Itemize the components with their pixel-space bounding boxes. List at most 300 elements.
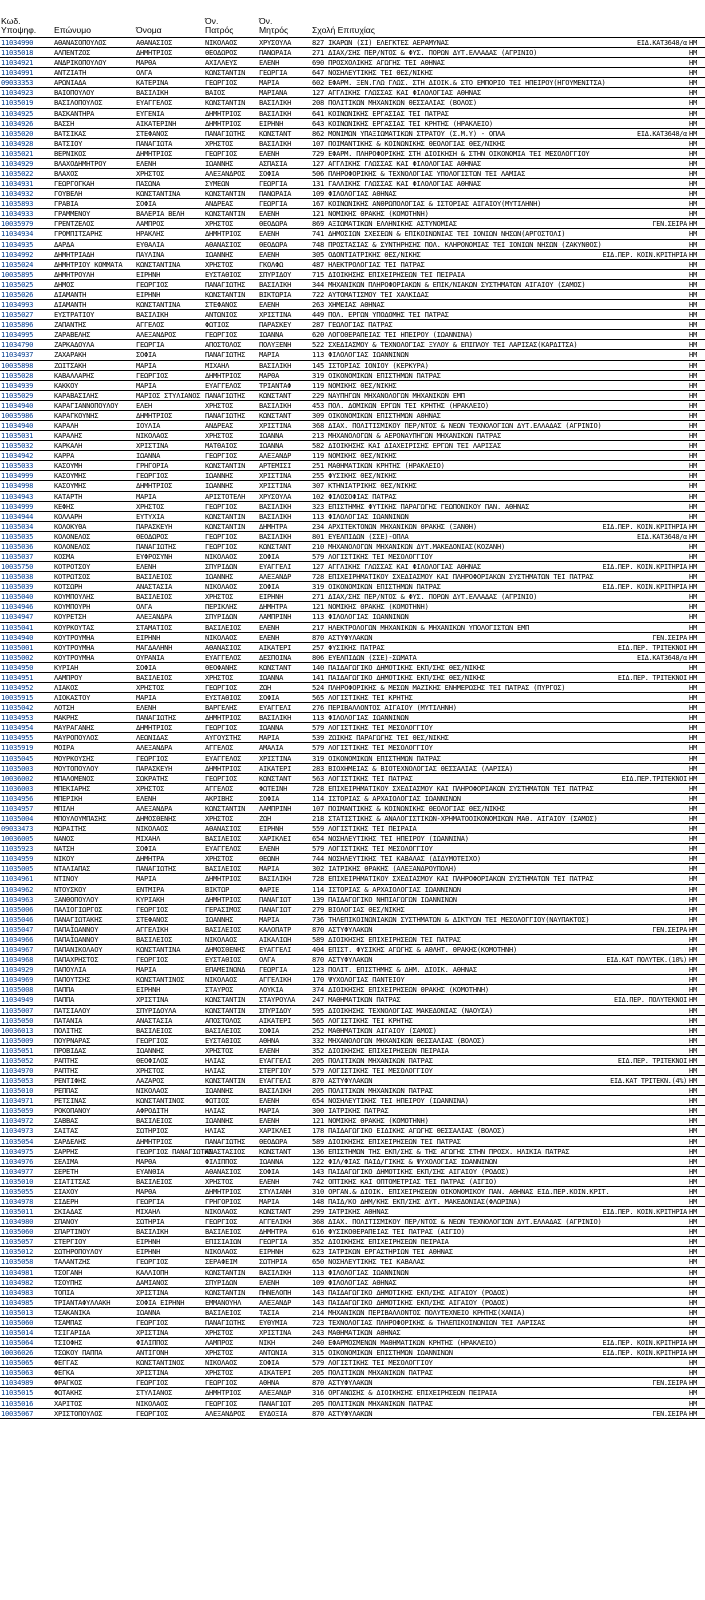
first-name-cell: ΕΝΤΜΙΡΑ bbox=[136, 884, 165, 894]
first-name-cell: ΣΤΥΛΙΑΝΟΣ bbox=[136, 1388, 173, 1398]
suffix-cell: ΗΜ bbox=[689, 128, 698, 138]
table-row bbox=[0, 350, 705, 360]
table-row bbox=[0, 512, 705, 522]
father-name-cell: ΚΩΝΣΤΑΝΤΙΝ bbox=[205, 189, 246, 199]
candidate-code-cell: 11034940 bbox=[1, 400, 34, 410]
father-name-cell: ΙΩΑΝΝΗΣ bbox=[205, 249, 234, 259]
surname-cell: ΣΑΒΒΑΣ bbox=[54, 1116, 79, 1126]
category-note-cell: ΓΕΝ.ΣΕΙΡΑ bbox=[652, 220, 687, 229]
father-name-cell: ΕΥΑΓΓΕΛΟΣ bbox=[205, 652, 242, 662]
mother-name-cell: ΠΑΝΑΓΙΩΤ bbox=[259, 904, 292, 914]
father-name-cell: ΑΡΙΣΤΟΤΕΛΗ bbox=[205, 491, 246, 501]
surname-cell: ΚΑΡΑΛΗ bbox=[54, 420, 79, 430]
table-row bbox=[0, 1147, 705, 1157]
suffix-cell: ΗΜ bbox=[689, 501, 698, 511]
candidate-code-cell: 11034921 bbox=[1, 58, 34, 68]
surname-cell: ΝΑΤΣΗ bbox=[54, 844, 75, 854]
suffix-cell: ΗΜ bbox=[689, 58, 698, 68]
school-cell: 271 ΔΙΑΧ/ΣΗΣ ΠΕΡ/ΝΤΟΣ & ΦΥΣ. ΠΟΡΩΝ ΔΥΤ.ΕΛΛΑΔΑΣ (ΑΓΡΙΝΙΟ) bbox=[312, 48, 538, 58]
surname-cell: ΒΑΣΚΑΝΤΗΡΑ bbox=[54, 108, 95, 118]
suffix-cell: ΗΜ bbox=[689, 652, 698, 662]
first-name-cell: ΓΕΩΡΓΙΟΣ bbox=[136, 279, 169, 289]
table-row bbox=[0, 199, 705, 209]
suffix-cell: ΗΜ bbox=[689, 531, 698, 541]
surname-cell: ΒΑΣΙΛΟΠΟΥΛΟΣ bbox=[54, 98, 103, 108]
school-cell: 565 ΛΟΓΙΣΤΙΚΗΣ ΤΕΙ ΚΡΗΤΗΣ bbox=[312, 693, 413, 703]
father-name-cell: ΚΩΝΣΤΑΝΤΙΝ bbox=[205, 209, 246, 219]
suffix-cell: ΗΜ bbox=[689, 945, 698, 955]
candidate-code-cell: 11034968 bbox=[1, 955, 34, 965]
suffix-cell: ΗΜ bbox=[689, 1116, 698, 1126]
mother-name-cell: ΠΑΝΑΓΙΩΤ bbox=[259, 1398, 292, 1408]
first-name-cell: ΒΑΣΙΛΕΙΟΣ bbox=[136, 1116, 173, 1126]
mother-name-cell: ΟΛΓΑ bbox=[259, 955, 276, 965]
father-name-cell: ΠΑΝΑΓΙΩΤΗΣ bbox=[205, 1317, 246, 1327]
first-name-cell: ΔΗΜΗΤΡΙΟΣ bbox=[136, 481, 173, 491]
table-row bbox=[0, 280, 705, 290]
surname-cell: ΤΣΑΜΠΑΣ bbox=[54, 1317, 83, 1327]
surname-cell: ΚΕΦΗΣ bbox=[54, 501, 75, 511]
first-name-cell: ΕΛΕΝΗ bbox=[136, 158, 157, 168]
first-name-cell: ΣΠΥΡΙΔΟΥΛΑ bbox=[136, 1005, 177, 1015]
suffix-cell: ΗΜ bbox=[689, 985, 698, 995]
surname-cell: ΔΙΑΜΑΝΤΗ bbox=[54, 300, 87, 310]
surname-cell: ΜΟΙΡΑ bbox=[54, 743, 75, 753]
candidate-code-cell: 11034954 bbox=[1, 723, 34, 733]
school-cell: 582 ΔΙΟΙΚΗΣΗΣ ΚΑΙ ΔΙΑΧΕΙΡΙΣΗΣ ΕΡΓΩΝ ΤΕΙ ΛΑΡΙΣΑΣ bbox=[312, 441, 501, 451]
first-name-cell: ΓΕΩΡΓΙΟΣ bbox=[136, 370, 169, 380]
first-name-cell: ΒΑΣΙΛΕΙΟΣ bbox=[136, 592, 173, 602]
school-cell: 487 ΗΛΕΚΤΡΟΛΟΓΙΑΣ ΤΕΙ ΠΑΤΡΑΣ bbox=[312, 259, 425, 269]
candidate-code-cell: 11034934 bbox=[1, 229, 34, 239]
suffix-cell: ΗΜ bbox=[689, 1035, 698, 1045]
mother-name-cell: ΙΩΑΝΝΑ bbox=[259, 723, 284, 733]
mother-name-cell: ΑΜΑΛΙΑ bbox=[259, 743, 284, 753]
suffix-cell: ΗΜ bbox=[689, 1257, 698, 1267]
first-name-cell: ΟΛΓΑ bbox=[136, 602, 153, 612]
school-cell: 827 ΙΚΑΡΩΝ (ΣΙ) ΕΛΕΓΚΤΕΣ ΑΕΡΑΜΥΝΑΣ bbox=[312, 38, 449, 47]
table-row bbox=[0, 1157, 705, 1167]
school-cell: 121 ΝΟΜΙΚΗΣ ΘΡΑΚΗΣ (ΚΟΜΟΤΗΝΗ) bbox=[312, 1116, 429, 1126]
first-name-cell: ΠΑΝΑΓΙΩΤΗΣ bbox=[136, 541, 177, 551]
suffix-cell: ΗΜ bbox=[689, 38, 698, 47]
school-cell: 121 ΝΟΜΙΚΗΣ ΘΡΑΚΗΣ (ΚΟΜΟΤΗΝΗ) bbox=[312, 209, 429, 219]
father-name-cell: ΦΙΛΙΠΠΟΣ bbox=[205, 1156, 238, 1166]
surname-cell: ΤΣΙΟΦΗΣ bbox=[54, 1338, 83, 1348]
suffix-cell: ΗΜ bbox=[689, 98, 698, 108]
mother-name-cell: ΒΑΣΙΛΙΚΗ bbox=[259, 1267, 292, 1277]
surname-cell: ΔΙΑΜΑΝΤΗ bbox=[54, 289, 87, 299]
first-name-cell: ΓΕΩΡΓΙΑ bbox=[136, 1196, 165, 1206]
category-note-cell: ΕΙΔ.ΚΑΤ3648/α bbox=[637, 39, 687, 47]
surname-cell: ΝΤΙΝΟΥ bbox=[54, 874, 79, 884]
mother-name-cell: ΕΥΑΓΓΕΛΙ bbox=[259, 1055, 292, 1065]
first-name-cell: ΓΕΩΡΓΙΟΣ bbox=[136, 753, 169, 763]
first-name-cell: ΛΑΜΠΡΟΣ bbox=[136, 219, 165, 229]
candidate-code-cell: 11035923 bbox=[1, 844, 34, 854]
father-name-cell: ΓΕΩΡΓΙΟΣ bbox=[205, 501, 238, 511]
surname-cell: ΜΟΥΡΚΟΥΣΗΣ bbox=[54, 753, 95, 763]
father-name-cell: ΔΗΜΗΤΡΙΟΣ bbox=[205, 1186, 242, 1196]
school-cell: 728 ΕΠΙΧΕΙΡΗΜΑΤΙΚΟΥ ΣΧΕΔΙΑΣΜΟΥ ΚΑΙ ΠΛΗΡΟΦΟΡΙΑΚΩΝ ΣΥΣΤΗΜΑΤΩΝ ΤΕΙ ΠΑΤΡΑΣ bbox=[312, 874, 594, 884]
father-name-cell: ΔΗΜΗΤΡΙΟΣ bbox=[205, 713, 242, 723]
table-row bbox=[0, 995, 705, 1005]
table-row bbox=[0, 1177, 705, 1187]
first-name-cell: ΔΗΜΗΤΡΙΟΣ bbox=[136, 1136, 173, 1146]
father-name-cell: ΝΙΚΟΛΑΟΣ bbox=[205, 934, 238, 944]
table-row bbox=[0, 88, 705, 98]
school-cell: 589 ΔΙΟΙΚΗΣΗΣ ΕΠΙΧΕΙΡΗΣΕΩΝ ΤΕΙ ΠΑΤΡΑΣ bbox=[312, 1136, 461, 1146]
father-name-cell: ΚΩΝΣΤΑΝΤΙΝ bbox=[205, 1076, 246, 1086]
candidate-code-cell: 11034967 bbox=[1, 945, 34, 955]
surname-cell: ΚΥΡΙΑΗ bbox=[54, 662, 79, 672]
surname-cell: ΣΑΙΤΑΣ bbox=[54, 1126, 79, 1136]
father-name-cell: ΑΛΕΞΑΝΔΡΟΣ bbox=[205, 1408, 246, 1418]
candidate-code-cell: 11035057 bbox=[1, 1237, 34, 1247]
father-name-cell: ΝΙΚΟΛΑΟΣ bbox=[205, 632, 238, 642]
school-cell: 302 ΙΑΤΡΙΚΗΣ ΘΡΑΚΗΣ (ΑΛΕΞΑΝΔΡΟΥΠΟΛΗ) bbox=[312, 864, 457, 874]
school-cell: 602 ΕΦΑΡΜ. ΞΕΝ.ΓΛΩ ΓΛΩΣ. ΣΤΗ ΔΙΟΙΚ.& ΣΤΟ ΕΜΠΟΡΙΟ ΤΕΙ ΗΠΕΙΡΟΥ(ΗΓΟΥΜΕΝΙΤΣΑ) bbox=[312, 78, 606, 88]
first-name-cell: ΓΕΩΡΓΙΟΣ bbox=[136, 1257, 169, 1267]
school-cell: 729 ΕΦΑΡΜ. ΠΛΗΡΟΦΟΡΙΚΗΣ ΣΤΗ ΔΙΟΙΚΗΣΗ & ΣΤΗΝ ΟΙΚΟΝΟΜΙΑ ΤΕΙ ΜΕΣΟΛΟΓΓΙΟΥ bbox=[312, 148, 590, 158]
school-cell: 453 ΠΟΛ. ΔΟΜΙΚΩΝ ΕΡΓΩΝ ΤΕΙ ΚΡΗΤΗΣ (ΗΡΑΚΛΕΙΟ) bbox=[312, 400, 489, 410]
first-name-cell: ΕΥΦΡΟΣΥΝΗ bbox=[136, 551, 173, 561]
suffix-cell: ΗΜ bbox=[689, 723, 698, 733]
suffix-cell: ΗΜ bbox=[689, 1317, 698, 1327]
school-cell: 276 ΠΕΡΙΒΑΛΛΟΝΤΟΣ ΑΙΓΑΙΟΥ (ΜΥΤΙΛΗΝΗ) bbox=[312, 703, 457, 713]
mother-name-cell: ΙΩΑΝΝΑ bbox=[259, 672, 284, 682]
father-name-cell: ΙΩΑΝΝΗΣ bbox=[205, 1086, 234, 1096]
surname-cell: ΣΙΑΤΙΤΣΑΣ bbox=[54, 1176, 91, 1186]
suffix-cell: ΗΜ bbox=[689, 269, 698, 279]
first-name-cell: ΙΩΑΝΝΗΣ bbox=[136, 1045, 165, 1055]
surname-cell: ΑΝΔΡΙΚΟΠΟΥΛΟΥ bbox=[54, 58, 107, 68]
first-name-cell: ΜΑΡΙΟΣ ΣΤΥΛΙΑΝΟΣ bbox=[136, 390, 201, 400]
suffix-cell: ΗΜ bbox=[689, 592, 698, 602]
surname-cell: ΜΑΥΡΑΓΑΝΗΣ bbox=[54, 723, 95, 733]
mother-name-cell: ΑΝΤΩΝΙΑ bbox=[259, 1348, 288, 1358]
candidate-code-cell: 11034991 bbox=[1, 68, 34, 78]
surname-cell: ΑΛΠΕΝΤΖΟΣ bbox=[54, 48, 91, 58]
first-name-cell: ΠΑΝΑΓΙΩΤΗΣ bbox=[136, 713, 177, 723]
suffix-cell: ΗΜ bbox=[689, 1086, 698, 1096]
table-row bbox=[0, 361, 705, 371]
suffix-cell: ΗΜ bbox=[689, 1065, 698, 1075]
surname-cell: ΠΑΠΑΧΡΗΣΤΟΣ bbox=[54, 955, 99, 965]
surname-cell: ΤΣΟΥΠΗΣ bbox=[54, 1277, 83, 1287]
surname-cell: ΒΛΑΧΟΣ bbox=[54, 169, 79, 179]
father-name-cell: ΗΛΙΑΣ bbox=[205, 1065, 226, 1075]
mother-name-cell: ΒΑΣΙΛΙΚΗ bbox=[259, 501, 292, 511]
first-name-cell: ΑΓΓΕΛΙΚΗ bbox=[136, 924, 169, 934]
mother-name-cell: ΑΙΚΑΛΙΩΗ bbox=[259, 934, 292, 944]
table-row bbox=[0, 98, 705, 108]
father-name-cell: ΣΥΜΕΩΝ bbox=[205, 179, 230, 189]
father-name-cell: ΙΩΑΝΝΗΣ bbox=[205, 1116, 234, 1126]
candidate-code-cell: 11034990 bbox=[1, 38, 34, 47]
mother-name-cell: ΘΕΩΝΗ bbox=[259, 854, 280, 864]
school-cell: 539 ΖΩΙΚΗΣ ΠΑΡΑΓΩΓΗΣ ΤΕΙ ΘΕΣ/ΝΙΚΗΣ bbox=[312, 733, 449, 743]
suffix-cell: ΗΜ bbox=[689, 864, 698, 874]
candidate-code-cell: 11035033 bbox=[1, 461, 34, 471]
father-name-cell: ΒΑΣΙΛΕΙΟΣ bbox=[205, 1227, 242, 1237]
surname-cell: ΚΑΡΡΑ bbox=[54, 451, 75, 461]
mother-name-cell: ΚΩΝΣΤΑΝΤ bbox=[259, 1146, 292, 1156]
first-name-cell: ΚΩΝΣΤΑΝΤΙΝΟΣ bbox=[136, 1358, 185, 1368]
table-row bbox=[0, 421, 705, 431]
first-name-cell: ΝΙΚΟΛΑΟΣ bbox=[136, 824, 169, 834]
mother-name-cell: ΣΟΦΙΑ bbox=[259, 551, 280, 561]
table-row bbox=[0, 643, 705, 653]
candidate-code-cell: 11035003 bbox=[1, 763, 34, 773]
mother-name-cell: ΕΛΕΝΗ bbox=[259, 229, 280, 239]
father-name-cell: ΠΑΝΑΓΙΩΤΗΣ bbox=[205, 1136, 246, 1146]
first-name-cell: ΧΡΗΣΤΟΣ bbox=[136, 1065, 165, 1075]
surname-cell: ΣΚΙΑΔΑΣ bbox=[54, 1207, 83, 1217]
father-name-cell: ΔΗΜΗΤΡΙΟΣ bbox=[205, 108, 242, 118]
candidate-code-cell: 11035031 bbox=[1, 431, 34, 441]
school-cell: 208 ΠΟΛΙΤΙΚΩΝ ΜΗΧΑΝΙΚΩΝ ΘΕΣΣΑΛΙΑΣ (ΒΟΛΟΣ) bbox=[312, 98, 477, 108]
first-name-cell: ΕΙΡΗΝΗ bbox=[136, 269, 161, 279]
candidate-code-cell: 11035064 bbox=[1, 1338, 34, 1348]
surname-cell: ΛΑΜΠΡΟΥ bbox=[54, 672, 83, 682]
school-cell: 506 ΠΛΗΡΟΦΟΡΙΚΗΣ & ΤΕΧΝΟΛΟΓΙΑΣ ΥΠΟΛΟΓΙΣΤΩΝ ΤΕΙ ΛΑΜΙΑΣ bbox=[312, 169, 526, 179]
father-name-cell: ΚΩΝΣΤΑΝΤΙΝ bbox=[205, 289, 246, 299]
table-row bbox=[0, 673, 705, 683]
father-name-cell: ΑΛΕΞΑΝΔΡΟΣ bbox=[205, 169, 246, 179]
table-row bbox=[0, 320, 705, 330]
table-row bbox=[0, 481, 705, 491]
school-cell: 271 ΔΙΑΧ/ΣΗΣ ΠΕΡ/ΝΤΟΣ & ΦΥΣ. ΠΟΡΩΝ ΔΥΤ.ΕΛΛΑΔΑΣ (ΑΓΡΙΝΙΟ) bbox=[312, 592, 538, 602]
surname-cell: ΠΑΤΣΙΑΛΟΥ bbox=[54, 1005, 91, 1015]
surname-cell: ΡΑΠΤΗΣ bbox=[54, 1055, 79, 1065]
surname-cell: ΠΑΠΠΑ bbox=[54, 995, 75, 1005]
first-name-cell: ΕΥΑΝΘΙΑ bbox=[136, 1166, 165, 1176]
table-row bbox=[0, 340, 705, 350]
school-cell: 217 ΗΛΕΚΤΡΟΛΟΓΩΝ ΜΗΧΑΝΙΚΩΝ & ΜΗΧΑΝΙΚΩΝ ΥΠΟΛΟΓΙΣΤΩΝ ΕΜΠ bbox=[312, 622, 530, 632]
candidate-code-cell: 11034985 bbox=[1, 1297, 34, 1307]
father-name-cell: ΔΗΜΟΣΘΕΝΗΣ bbox=[205, 945, 246, 955]
mother-name-cell: ΓΚΟΛΦΩ bbox=[259, 259, 284, 269]
surname-cell: ΜΠΙΛΗ bbox=[54, 803, 75, 813]
father-name-cell: ΧΡΗΣΤΟΣ bbox=[205, 672, 234, 682]
surname-cell: ΤΣΩΚΟΥ ΠΑΠΠΑ bbox=[54, 1348, 103, 1358]
table-row bbox=[0, 552, 705, 562]
table-row bbox=[0, 1086, 705, 1096]
suffix-cell: ΗΜ bbox=[689, 219, 698, 229]
mother-name-cell: ΜΑΡΙΑ bbox=[259, 1196, 280, 1206]
suffix-cell: ΗΜ bbox=[689, 551, 698, 561]
table-row bbox=[0, 1006, 705, 1016]
candidate-code-cell: 11034961 bbox=[1, 874, 34, 884]
surname-cell: ΠΑΤΑΝΙΑ bbox=[54, 1015, 83, 1025]
father-name-cell: ΓΕΩΡΓΙΟΣ bbox=[205, 148, 238, 158]
suffix-cell: ΗΜ bbox=[689, 995, 698, 1005]
first-name-cell: ΧΡΗΣΤΟΣ bbox=[136, 501, 165, 511]
surname-cell: ΛΙΟΚΑΣΤΟΥ bbox=[54, 693, 91, 703]
candidate-code-cell: 11035041 bbox=[1, 622, 34, 632]
mother-name-cell: ΙΩΑΝΝΑ bbox=[259, 431, 284, 441]
father-name-cell: ΑΧΙΛΛΕΥΣ bbox=[205, 58, 238, 68]
first-name-cell: ΑΛΕΞΑΝΔΡΑ bbox=[136, 803, 173, 813]
school-cell: 143 ΠΑΙΔΑΓΩΓΙΚΟ ΔΗΜΟΤΙΚΗΣ ΕΚΠ/ΣΗΣ ΑΙΓΑΙΟΥ (ΡΟΔΟΣ) bbox=[312, 1297, 510, 1307]
table-row bbox=[0, 895, 705, 905]
table-row bbox=[0, 1167, 705, 1177]
first-name-cell: ΜΙΧΑΗΛ bbox=[136, 834, 161, 844]
candidate-code-cell: 11034966 bbox=[1, 934, 34, 944]
school-cell: 579 ΛΟΓΙΣΤΙΚΗΣ ΤΕΙ ΜΕΣΟΛΟΓΓΙΟΥ bbox=[312, 1358, 433, 1368]
table-row bbox=[0, 764, 705, 774]
table-row bbox=[0, 834, 705, 844]
table-row bbox=[0, 824, 705, 834]
table-row bbox=[0, 623, 705, 633]
surname-cell: ΖΑΧΑΡΑΚΗ bbox=[54, 350, 87, 360]
suffix-cell: ΗΜ bbox=[689, 572, 698, 582]
suffix-cell: ΗΜ bbox=[689, 743, 698, 753]
candidate-code-cell: 11034999 bbox=[1, 501, 34, 511]
table-row bbox=[0, 844, 705, 854]
school-cell: 374 ΔΙΟΙΚΗΣΗΣ ΕΠΙΧΕΙΡΗΣΕΩΝ ΘΡΑΚΗΣ (ΚΟΜΟΤΗΝΗ) bbox=[312, 985, 489, 995]
father-name-cell: ΧΡΗΣΤΟΣ bbox=[205, 1368, 234, 1378]
candidate-code-cell: 11035042 bbox=[1, 703, 34, 713]
table-row bbox=[0, 965, 705, 975]
surname-cell: ΠΟΛΙΤΗΣ bbox=[54, 1025, 83, 1035]
suffix-cell: ΗΜ bbox=[689, 431, 698, 441]
surname-cell: ΡΕΝΤΙΦΗΣ bbox=[54, 1076, 87, 1086]
mother-name-cell: ΖΩΗ bbox=[259, 814, 272, 824]
father-name-cell: ΠΑΝΑΓΙΩΤΗΣ bbox=[205, 410, 246, 420]
first-name-cell: ΛΕΩΝΙΔΑΣ bbox=[136, 733, 169, 743]
father-name-cell: ΙΩΑΝΝΗΣ bbox=[205, 572, 234, 582]
surname-cell: ΚΟΛΟΝΕΛΟΣ bbox=[54, 541, 91, 551]
first-name-cell: ΑΝΑΣΤΑΣΙΑ bbox=[136, 582, 173, 592]
candidate-code-cell: 11035009 bbox=[1, 1035, 34, 1045]
surname-cell: ΝΙΚΟΥ bbox=[54, 854, 75, 864]
suffix-cell: ΗΜ bbox=[689, 1358, 698, 1368]
suffix-cell: ΗΜ bbox=[689, 1388, 698, 1398]
school-cell: 127 ΑΓΓΛΙΚΗΣ ΓΛΩΣΣΑΣ ΚΑΙ ΦΙΛΟΛΟΓΙΑΣ ΑΘΗΝΑΣ bbox=[312, 158, 481, 168]
candidate-code-cell: 11035007 bbox=[1, 1005, 34, 1015]
father-name-cell: ΓΕΩΡΓΙΟΣ bbox=[205, 451, 238, 461]
surname-cell: ΠΡΟΒΙΔΑΣ bbox=[54, 1045, 87, 1055]
first-name-cell: ΓΡΗΓΟΡΙΑ bbox=[136, 461, 169, 471]
table-row bbox=[0, 219, 705, 229]
mother-name-cell: ΙΩΑΝΝΑ bbox=[259, 330, 284, 340]
father-name-cell: ΝΙΚΟΛΑΟΣ bbox=[205, 38, 238, 47]
mother-name-cell: ΣΤΑΥΡΟΥΛΑ bbox=[259, 995, 296, 1005]
first-name-cell: ΕΙΡΗΝΗ bbox=[136, 1237, 161, 1247]
school-cell: 178 ΠΑΙΔΑΓΩΓΙΚΟ ΕΙΔΙΚΗΣ ΑΓΩΓΗΣ ΘΕΣΣΑΛΙΑΣ (ΒΟΛΟΣ) bbox=[312, 1126, 505, 1136]
suffix-cell: ΗΜ bbox=[689, 259, 698, 269]
surname-cell: ΦΕΓΓΑΣ bbox=[54, 1358, 79, 1368]
first-name-cell: ΒΑΣΙΛΙΚΗ bbox=[136, 1227, 169, 1237]
father-name-cell: ΙΩΑΝΝΗΣ bbox=[205, 914, 234, 924]
father-name-cell: ΣΠΥΡΙΔΩΝ bbox=[205, 612, 238, 622]
mother-name-cell: ΚΩΝΣΤΑΝΤ bbox=[259, 1207, 292, 1217]
father-name-cell: ΚΩΝΣΤΑΝΤΙΝ bbox=[205, 1267, 246, 1277]
school-cell: 801 ΕΥΕΛΠΙΔΩΝ (ΣΣΕ)-ΟΠΛΑ bbox=[312, 531, 409, 541]
table-row bbox=[0, 854, 705, 864]
suffix-cell: ΗΜ bbox=[689, 874, 698, 884]
header-code: Κωδ. Υποψηφ. bbox=[1, 16, 37, 35]
school-cell: 205 ΠΟΛΙΤΙΚΩΝ ΜΗΧΑΝΙΚΩΝ ΠΑΤΡΑΣ bbox=[312, 1086, 433, 1096]
candidate-code-cell: 11035034 bbox=[1, 521, 34, 531]
first-name-cell: ΧΡΙΣΤΙΝΑ bbox=[136, 1328, 169, 1337]
father-name-cell: ΑΘΑΝΑΣΙΟΣ bbox=[205, 1166, 242, 1176]
first-name-cell: ΛΑΖΑΡΟΣ bbox=[136, 1076, 165, 1086]
father-name-cell: ΕΠΑΜΕΙΝΩΝΔ bbox=[205, 965, 246, 975]
surname-cell: ΚΑΡΚΑΛΗ bbox=[54, 441, 83, 451]
candidate-code-cell: 11034956 bbox=[1, 793, 34, 803]
mother-name-cell: ΣΟΦΙΑ bbox=[259, 693, 280, 703]
suffix-cell: ΗΜ bbox=[689, 541, 698, 551]
surname-cell: ΚΟΥΡΚΟΥΤΑΣ bbox=[54, 622, 95, 632]
school-cell: 127 ΑΓΓΛΙΚΗΣ ΓΛΩΣΣΑΣ ΚΑΙ ΦΙΛΟΛΟΓΙΑΣ ΑΘΗΝΑΣ bbox=[312, 88, 481, 98]
school-cell: 690 ΠΡΟΣΧΟΛΙΚΗΣ ΑΓΩΓΗΣ ΤΕΙ ΑΘΗΝΑΣ bbox=[312, 58, 445, 68]
father-name-cell: ΗΛΙΑΣ bbox=[205, 1055, 226, 1065]
table-row bbox=[0, 209, 705, 219]
father-name-cell: ΧΡΗΣΤΟΣ bbox=[205, 138, 234, 148]
mother-name-cell: ΓΕΩΡΓΙΑ bbox=[259, 1237, 288, 1247]
table-row bbox=[0, 1016, 705, 1026]
mother-name-cell: ΚΩΝΣΤΑΝΤ bbox=[259, 541, 292, 551]
category-note-cell: ΕΙΔ.ΚΑΤ ΠΟΛΥΤΕΚ.(10%) bbox=[606, 956, 687, 965]
table-row bbox=[0, 1237, 705, 1247]
first-name-cell: ΚΑΛΛΙΟΠΗ bbox=[136, 1267, 169, 1277]
first-name-cell: ΑΛΕΞΑΝΔΡΑ bbox=[136, 612, 173, 622]
school-cell: 579 ΛΟΓΙΣΤΙΚΗΣ ΤΕΙ ΜΕΣΟΛΟΓΓΙΟΥ bbox=[312, 723, 433, 733]
category-note-cell: ΓΕΝ.ΣΕΙΡΑ bbox=[652, 633, 687, 642]
father-name-cell: ΑΝΤΩΝΙΟΣ bbox=[205, 310, 238, 320]
candidate-code-cell: 11034923 bbox=[1, 88, 34, 98]
table-row bbox=[0, 522, 705, 532]
mother-name-cell: ΑΡΤΕΜΙΣΙ bbox=[259, 461, 292, 471]
first-name-cell: ΒΑΛΕΡΙΑ ΒΕΛΗ bbox=[136, 209, 185, 219]
suffix-cell: ΗΜ bbox=[689, 1398, 698, 1408]
mother-name-cell: ΧΡΙΣΤΙΝΑ bbox=[259, 420, 292, 430]
candidate-code-cell: 11034933 bbox=[1, 209, 34, 219]
suffix-cell: ΗΜ bbox=[689, 1076, 698, 1086]
school-cell: 263 ΧΗΜΕΙΑΣ ΑΘΗΝΑΣ bbox=[312, 300, 385, 310]
school-cell: 806 ΕΥΕΛΠΙΔΩΝ (ΣΣΕ)-ΣΩΜΑΤΑ bbox=[312, 652, 417, 662]
table-row bbox=[0, 78, 705, 88]
table-row bbox=[0, 1116, 705, 1126]
table-row bbox=[0, 1368, 705, 1378]
table-row bbox=[0, 723, 705, 733]
surname-cell: ΒΑΤΣΙΟΥ bbox=[54, 138, 83, 148]
school-cell: 170 ΨΥΧΟΛΟΓΙΑΣ ΠΑΝΤΕΙΟΥ bbox=[312, 975, 405, 985]
suffix-cell: ΗΜ bbox=[689, 1328, 698, 1337]
mother-name-cell: ΣΤΥΛΙΑΝΗ bbox=[259, 1186, 292, 1196]
category-note-cell: ΕΙΔ.ΠΕΡ. ΤΡΙΤΕΚΝΟΙ bbox=[617, 643, 687, 652]
table-row bbox=[0, 411, 705, 421]
school-cell: 214 ΜΗΧΑΝΙΚΩΝ ΠΕΡΙΒΑΛΛΟΝΤΟΣ ΠΟΛΥΤΕΧΝΕΙΟ ΚΡΗΤΗΣ(ΧΑΝΙΑ) bbox=[312, 1307, 526, 1317]
father-name-cell: ΗΛΙΑΣ bbox=[205, 1106, 226, 1116]
category-note-cell: ΕΙΔ.ΠΕΡ. ΚΟΙΝ.ΚΡΙΤΗΡΙΑ bbox=[602, 522, 687, 531]
table-row bbox=[0, 612, 705, 622]
first-name-cell: ΕΛΕΝΗ bbox=[136, 562, 157, 572]
mother-name-cell: ΣΟΦΙΑ bbox=[259, 582, 280, 592]
table-row bbox=[0, 169, 705, 179]
candidate-code-cell: 11035896 bbox=[1, 320, 34, 330]
first-name-cell: ΣΟΦΙΑ ΕΙΡΗΝΗ bbox=[136, 1297, 185, 1307]
first-name-cell: ΔΗΜΗΤΡΙΟΣ bbox=[136, 410, 173, 420]
mother-name-cell: ΠΗΝΕΛΟΠΗ bbox=[259, 1287, 292, 1297]
suffix-cell: ΗΜ bbox=[689, 1338, 698, 1348]
father-name-cell: ΓΕΩΡΓΙΟΣ bbox=[205, 1217, 238, 1227]
father-name-cell: ΧΡΗΣΤΟΣ bbox=[205, 431, 234, 441]
candidate-code-cell: 11034989 bbox=[1, 1378, 34, 1388]
